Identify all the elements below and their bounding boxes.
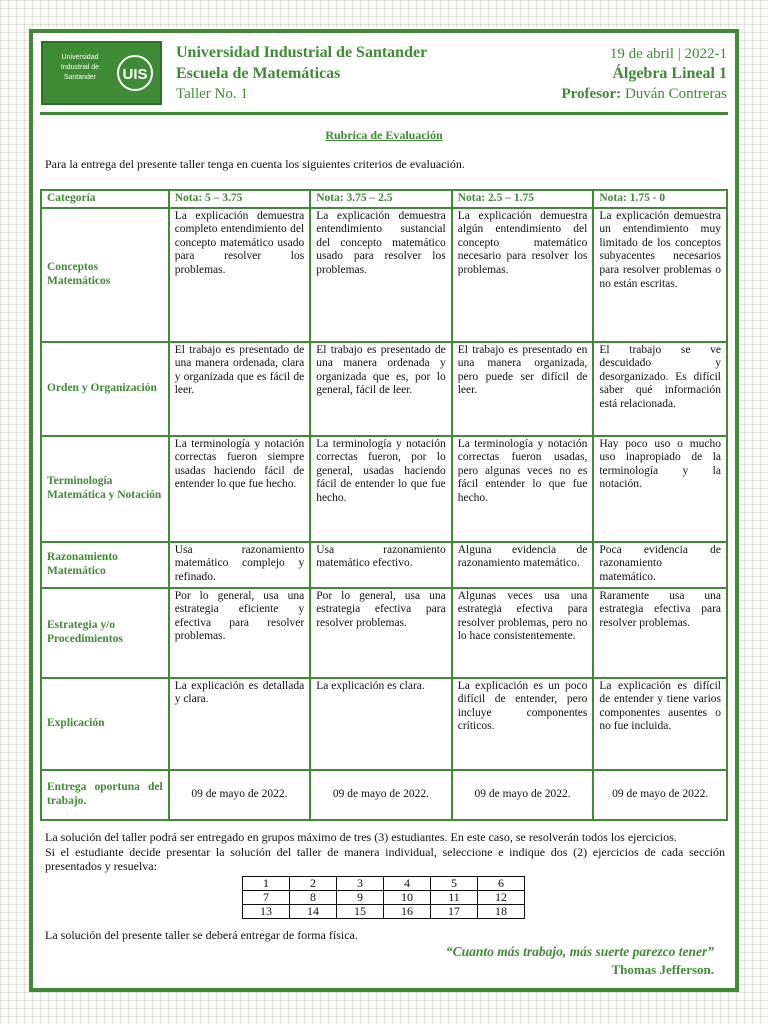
rubric-cell: Por lo general, usa una estrategia efectiva para resolver problemas.	[310, 588, 452, 678]
exercise-cell: 1	[243, 877, 290, 891]
rubric-cell: 09 de mayo de 2022.	[452, 770, 594, 820]
table-row	[41, 342, 727, 436]
exercises-table	[242, 876, 525, 919]
taller-number: Taller No. 1	[176, 86, 248, 102]
logo-line: Universidad	[61, 54, 99, 61]
professor-name: Duván Contreras	[624, 86, 727, 102]
table-row	[41, 208, 727, 342]
rubric-cell: El trabajo se ve descuidado y desorganizado. Es difícil saber qué información está relacionada.	[593, 342, 727, 436]
exercise-cell: 13	[243, 905, 290, 919]
school-name: Escuela de Matemáticas	[176, 65, 341, 82]
category-cell: Razonamiento Matemático	[41, 542, 169, 588]
rubric-cell: La explicación es detallada y clara.	[169, 678, 311, 770]
rubric-table	[40, 189, 728, 821]
rubric-cell: El trabajo es presentado de una manera ordenada y organizada que es, por lo general, fácil de leer.	[310, 342, 452, 436]
rubric-cell: La explicación es difícil de entender y tiene varios componentes ausentes o no fue incluida.	[593, 678, 727, 770]
exercise-cell: 8	[290, 891, 337, 905]
logo-line: Industrial de	[60, 64, 100, 71]
header-category: Categoría	[41, 190, 169, 208]
header-divider	[40, 112, 728, 115]
header-grade-3: Nota: 2.5 – 1.75	[452, 190, 594, 208]
rubric-cell: El trabajo es presentado en una manera organizada, pero puede ser difícil de leer.	[452, 342, 594, 436]
table-row	[243, 877, 525, 891]
exercise-cell: 5	[431, 877, 478, 891]
table-row	[41, 436, 727, 542]
exercise-cell: 2	[290, 877, 337, 891]
logo-text	[49, 53, 111, 83]
rubric-cell: Alguna evidencia de razonamiento matemático.	[452, 542, 594, 588]
exercise-cell: 10	[384, 891, 431, 905]
rubric-cell: La terminología y notación correctas fueron siempre usadas haciendo fácil de entender lo que fue hecho.	[169, 436, 311, 542]
exercise-cell: 6	[478, 877, 525, 891]
rubric-header-row	[41, 190, 727, 208]
exercise-cell: 4	[384, 877, 431, 891]
date-semester: 19 de abril | 2022-1	[609, 46, 727, 62]
course-name: Álgebra Lineal 1	[612, 65, 727, 82]
header-grade-4: Nota: 1.75 - 0	[593, 190, 727, 208]
category-cell: Conceptos Matemáticos	[41, 208, 169, 342]
rubric-cell: Hay poco uso o mucho uso inapropiado de la terminología y la notación.	[593, 436, 727, 542]
rubric-cell: 09 de mayo de 2022.	[169, 770, 311, 820]
quote: “Cuanto más trabajo, más suerte parezco tener”	[445, 944, 714, 959]
table-row	[243, 905, 525, 919]
rubric-cell: Raramente usa una estrategia efectiva para resolver problemas.	[593, 588, 727, 678]
category-cell: Orden y Organización	[41, 342, 169, 436]
rubric-cell: Algunas veces usa una estrategia efectiva para resolver problemas, pero no lo hace consistentemente.	[452, 588, 594, 678]
table-row	[41, 770, 727, 820]
rubric-cell: El trabajo es presentado de una manera ordenada, clara y organizada que es fácil de leer.	[169, 342, 311, 436]
rubric-cell: Usa razonamiento matemático efectivo.	[310, 542, 452, 588]
category-cell: Explicación	[41, 678, 169, 770]
university-name: Universidad Industrial de Santander	[176, 44, 428, 61]
exercise-cell: 14	[290, 905, 337, 919]
category-cell: Entrega oportuna del trabajo.	[41, 770, 169, 820]
quote-author: Thomas Jefferson.	[611, 962, 714, 977]
intro-text: Para la entrega del presente taller tenga en cuenta los siguientes criterios de evaluación.	[45, 157, 465, 171]
exercise-cell: 3	[337, 877, 384, 891]
exercise-cell: 7	[243, 891, 290, 905]
exercise-cell: 16	[384, 905, 431, 919]
rubric-cell: La terminología y notación correctas fueron usadas, pero algunas veces no es fácil entender lo que fue hecho.	[452, 436, 594, 542]
rubric-cell: La explicación demuestra algún entendimiento del concepto matemático necesario para resolver los problemas.	[452, 208, 594, 342]
table-row	[41, 588, 727, 678]
rubric-cell: La explicación es clara.	[310, 678, 452, 770]
exercise-cell: 17	[431, 905, 478, 919]
rubric-cell: La terminología y notación correctas fueron, por lo general, usadas haciendo fácil de entender lo que fue hecho.	[310, 436, 452, 542]
university-logo	[41, 41, 162, 105]
rubric-cell: Por lo general, usa una estrategia eficiente y efectiva para resolver problemas.	[169, 588, 311, 678]
professor-label: Profesor:	[561, 86, 622, 102]
table-row	[243, 891, 525, 905]
rubric-cell: 09 de mayo de 2022.	[593, 770, 727, 820]
paragraph-delivery: La solución del presente taller se deberá entregar de forma física.	[45, 928, 358, 942]
rubric-title: Rubrica de Evaluación	[325, 128, 443, 142]
exercise-cell: 18	[478, 905, 525, 919]
rubric-cell: La explicación demuestra un entendimiento muy limitado de los conceptos subyacentes necesarios para resolver problemas o no están escritas.	[593, 208, 727, 342]
rubric-cell: La explicación es un poco difícil de entender, pero incluye componentes críticos.	[452, 678, 594, 770]
uis-emblem-text: UIS	[122, 66, 148, 83]
rubric-cell: La explicación demuestra completo entendimiento del concepto matemático usado para resolver los problemas.	[169, 208, 311, 342]
header-grade-1: Nota: 5 – 3.75	[169, 190, 311, 208]
uis-emblem-icon	[115, 51, 155, 95]
table-row	[41, 542, 727, 588]
rubric-cell: Poca evidencia de razonamiento matemático.	[593, 542, 727, 588]
category-cell: Estrategia y/o Procedimientos	[41, 588, 169, 678]
paragraph-individual: Si el estudiante decide presentar la solución del taller de manera individual, seleccione e indique dos (2) ejercicios de cada sección presentados y resuelva:	[45, 845, 725, 873]
rubric-cell: 09 de mayo de 2022.	[310, 770, 452, 820]
exercise-cell: 12	[478, 891, 525, 905]
exercise-cell: 11	[431, 891, 478, 905]
header-grade-2: Nota: 3.75 – 2.5	[310, 190, 452, 208]
rubric-cell: La explicación demuestra entendimiento sustancial del concepto matemático usado para resolver los problemas.	[310, 208, 452, 342]
exercise-cell: 15	[337, 905, 384, 919]
professor	[561, 86, 727, 103]
paragraph-groups: La solución del taller podrá ser entregado en grupos máximo de tres (3) estudiantes. En este caso, se resolverán todos los ejercicios.	[45, 830, 677, 844]
rubric-cell: Usa razonamiento matemático complejo y refinado.	[169, 542, 311, 588]
table-row	[41, 678, 727, 770]
category-cell: Terminología Matemática y Notación	[41, 436, 169, 542]
exercise-cell: 9	[337, 891, 384, 905]
logo-line: Santander	[63, 74, 97, 81]
